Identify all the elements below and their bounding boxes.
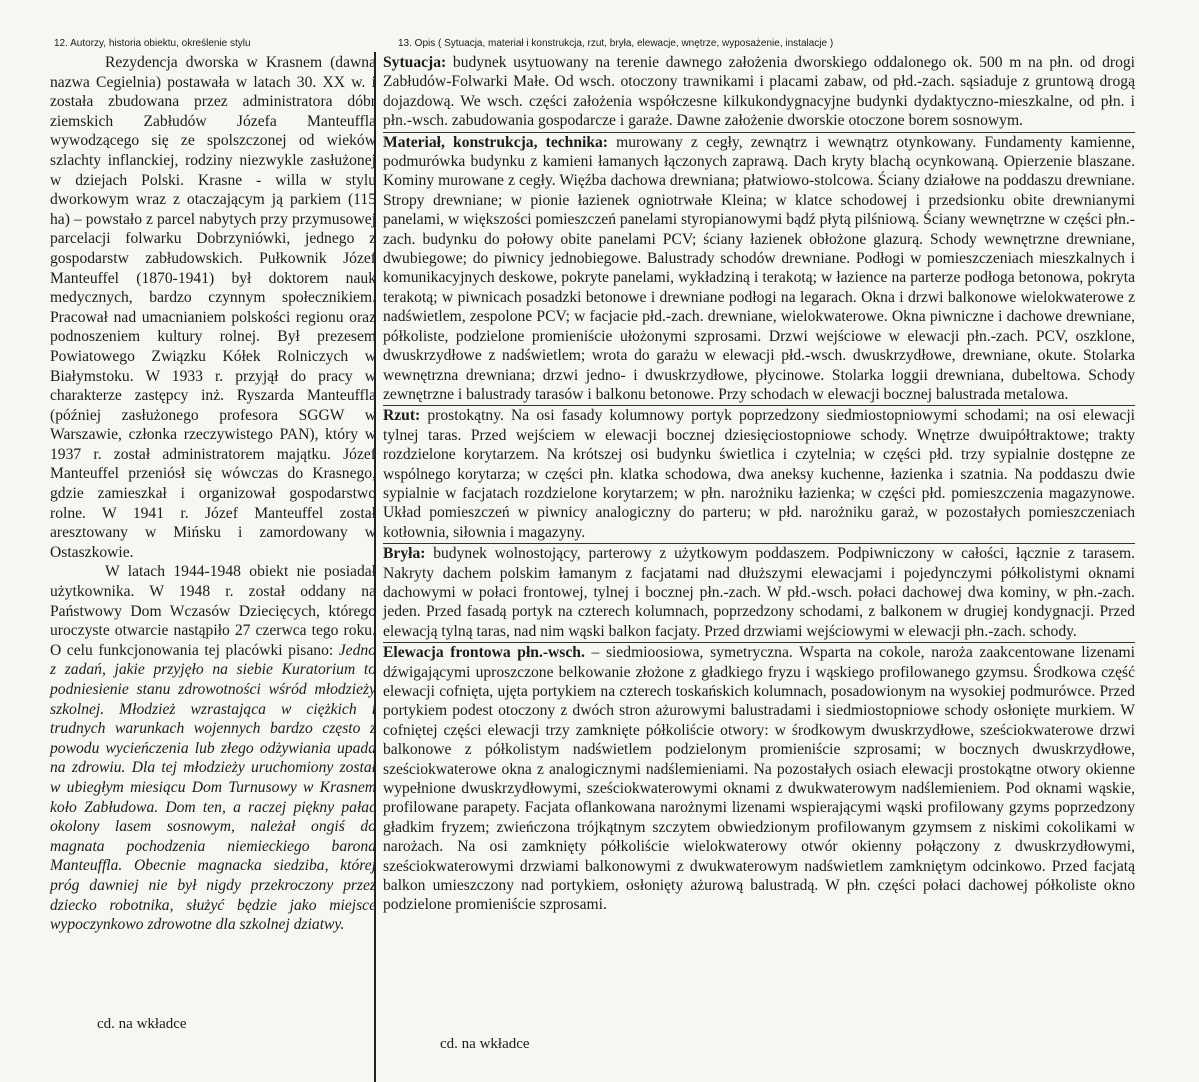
history-column <box>50 38 376 935</box>
description-column <box>383 38 1135 916</box>
section-elewacja-frontowa <box>383 643 1135 916</box>
section-label: Elewacja frontowa płn.-wsch. <box>383 644 585 662</box>
section-label: Bryła: <box>383 545 426 563</box>
section-text: budynek usytuowany na terenie dawnego założenia dworskiego oddalonego ok. 500 m na płn. od drogi Zabłudów-Folwarki Małe. Od wsch. otoczony trawnikami i placami zabaw, od płd.-zach. sąsiaduje z gruntową drogą dojazdową. We wsch. części założenia współczesne kilkukondygnacyjne budynki dydaktyczno-mieszkalne, od płn. i płn.-wsch. zabudowania gospodarcze i garaże. Dawne założenie dworskie otoczone borem sosnowym. <box>383 54 1135 130</box>
section-sytuacja <box>383 53 1135 133</box>
section-text: prostokątny. Na osi fasady kolumnowy portyk poprzedzony siedmiostopniowymi schodami; na osi elewacji tylnej taras. Przed wejściem w elewacji bocznej dziesięciostopniowe schody. Wnętrze dwuipółtraktowe; trakty rozdzielone korytarzem. Na krótszej osi budynku świetlica i czytelnia; w części płd. trzy sypialnie dostępne ze wspólnego korytarza; w części płn. klatka schodowa, dwa aneksy kuchenne, łazienka i szatnia. Na poddaszu dwie sypialnie w facjatach rozdzielone korytarzem; w płn. narożniku łazienka; w części płd. pomieszczenia magazynowe. Układ pomieszczeń w piwnicy analogiczny do parteru; w płd. narożniku garaż, w pozostałych pomieszczeniach kotłownia, siłownia i magazyny. <box>383 407 1135 541</box>
section-material <box>383 133 1135 407</box>
section-text: budynek wolnostojący, parterowy z użytkowym poddaszem. Podpiwniczony w całości, łącznie z tarasem. Nakryty dachem polskim łamanym z facjatami nad dłuższymi elewacjami i pojedynczymi półkolistymi oknami dachowymi w połaci frontowej, tylnej i bocznej płn.-zach. W płd.-wsch. połaci dachowej dwa kominy, w płn.-zach. jeden. Przed fasadą portyk na czterech kolumnach, poprzedzony schodami, z balkonem w drugiej kondygnacji. Przed elewacją tylną taras, nad nim wąski balkon facjaty. Przed drzwiami wejściowymi w elewacji płn.-zach. schody. <box>383 545 1135 640</box>
section-bryla <box>383 544 1135 643</box>
continued-note-left: cd. na wkładce <box>97 1016 187 1032</box>
section-rzut <box>383 406 1135 544</box>
section-label: Rzut: <box>383 407 421 425</box>
history-paragraph: Rezydencja dworska w Krasnem (dawna nazwa Cegielnia) postawała w latach 30. XX w. i została zbudowana przez administratora dóbr ziemskich Zabłudów Józefa Manteuffla wywodzącego się ze spolszczonej od wieków szlachty inflanckiej, rodziny niezwykle zasłużonej w dziejach Polski. Krasne - willa w stylu dworkowym wraz z otaczającym ją parkiem (115 ha) – powstało z parcel nabytych przy przymusowej parcelacji folwarku Dobrzyniówki, jednego z gospodarstw zabłudowskich. Pułkownik Józef Manteuffel (1870-1941) był doktorem nauk medycznych, bardzo czynnym społecznikiem. Pracował nad umacnianiem polskości regionu oraz podnoszeniem kultury rolnej. Był prezesem Powiatowego Związku Kółek Rolniczych w Białymstoku. W 1933 r. przyjął do pracy w charakterze zastępcy inż. Ryszarda Manteuffla (później zasłużonego profesora SGGW w Warszawie, członka rzeczywistego PAN), który w 1937 r. został administratorem majątku. Józef Manteuffel przeniósł się wówczas do Krasnego, gdzie zamieszkał i organizował gospodarstwo rolne. W 1941 r. Józef Manteuffel został aresztowany w Mińsku i zamordowany w Ostaszkowie. <box>50 54 376 561</box>
section-label: Sytuacja: <box>383 54 447 71</box>
history-header: 12. Autorzy, historia obiektu, określenie stylu <box>54 38 251 49</box>
history-paragraph-2 <box>50 562 376 934</box>
section-text: – siedmioosiowa, symetryczna. Wsparta na cokole, naroża zaakcentowane lizenami dźwigającymi uproszczone belkowanie złożone z gładkiego fryzu i wąskiego profilowanego gzymsu. Środkowa część elewacji cofnięta, ujęta portykiem na czterech toskańskich kolumnach, posadowionym na wysokiej podmurówce. Przed portykiem podest otoczony z dwóch stron ażurowymi balustradami i siedmiostopniowe schody osłonięte murkiem. W cofniętej części elewacji trzy zamknięte półkoliście otwory: w środkowym dwuskrzydłowe, sześciokwaterowe drzwi balkonowe z półkolistym nadświetlem podzielonym promieniście szprosami; w bocznych dwuskrzydłowe, sześciokwaterowe okna z analogicznymi nadślemieniami. Na pozostałych osiach elewacji prostokątne otwory okienne wypełnione dwuskrzydłowymi, sześciokwaterowymi oknami z dwukwaterowym nadślemieniem. Pod oknami wąskie, profilowane parapety. Facjata oflankowana narożnymi lizenami wspierającymi wąski profilowany gzyms poprzedzony gładkim fryzem; zwieńczona trójkątnym szczytem obwiedzionym profilowanym gzymsem z niskimi cokolikami w narożach. Na osi zamknięty półkoliście wielokwaterowy otwór okienny połączony z dwuskrzydłowymi, sześciokwaterowymi drzwiami balkonowymi z dwukwaterowym nadświetlem zamkniętym odcinkowo. Przed facjatą balkon umieszczony nad portykiem, osłonięty ażurową balustradą. W płn. części połaci dachowej półkoliste okno podzielone promieniście szprosami. <box>383 644 1135 914</box>
history-paragraph-2-text: W latach 1944-1948 obiekt nie posiadał użytkownika. W 1948 r. został oddany na Państwowy Dom Wczasów Dziecięcych, którego uroczyste otwarcie nastąpiło 27 czerwca tego roku. O celu funkcjonowania tej placówki pisano: <box>50 563 376 659</box>
continued-note-right: cd. na wkładce <box>440 1036 530 1052</box>
history-quote: Jedno z zadań, jakie przyjęło na siebie Kuratorium to podniesienie stanu zdrowotności wśród młodzieży szkolnej. Młodzież wzrastająca w ciężkich i trudnych warunkach wojennych bardzo często z powodu wycieńczenia lub złego odżywiania upada na zdrowiu. Dla tej młodzieży uruchomiony został w ubiegłym miesiącu Dom Turnusowy w Krasnem koło Zabłudowa. Dom ten, a raczej piękny pałac okolony lasem sosnowym, należał ongiś do magnata pochodzenia niemieckiego barona Manteuffla. Obecnie magnacka siedziba, której próg dawniej nie był nigdy przekroczony przez dziecko robotnika, służyć będzie jako miejsce wypoczynkowo zdrowotne dla szkolnej dziatwy. <box>50 641 376 934</box>
section-label: Materiał, konstrukcja, technika: <box>383 133 608 151</box>
section-text: murowany z cegły, zewnątrz i wewnątrz otynkowany. Fundamenty kamienne, podmurówka budynku z kamieni łamanych łączonych zaprawą. Dach kryty blachą ocynkowaną. Opierzenie blaszane. Kominy murowane z cegły. Więźba dachowa drewniana; płatwiowo-stolcowa. Ściany działowe na poddaszu drewniane. Stropy drewniane; w pionie łazienek ogniotrwałe Kleina; w klatce schodowej i przedsionku obite drewnianymi panelami, w większości pomieszczeń panelami styropianowymi bądź płytą pilśniową. Ściany wewnętrzne w części płn.-zach. budynku do połowy obite panelami PCV; ściany łazienek obłożone glazurą. Schody wewnętrzne drewniane, dwubiegowe; do piwnicy jednobiegowe. Balustrady schodów drewniane. Podłogi w pomieszczeniach mieszkalnych i komunikacyjnych deskowe, pokryte panelami, wykładziną i terakotą; w łazience na parterze podłoga betonowa, pokryta terakotą; w piwnicach posadzki betonowe i drewniane podłogi na legarach. Okna i drzwi balkonowe wielokwaterowe z nadświetlem, zespolone PCV; w facjacie płd.-zach. drewniane, wielokwaterowe. Okna piwniczne i dachowe drewniane, półkoliste, podzielone promieniście ułożonymi szprosami. Drzwi wejściowe w elewacji płn.-zach. PCV, oszklone, dwuskrzydłowe z nadświetlem; wrota do garażu w elewacji płd.-wsch. dwuskrzydłowe, drewniane, okute. Stolarka wewnętrzna drewniana; drzwi jedno- i dwuskrzydłowe, płycinowe. Stolarka loggii drewniana, dubeltowa. Schody zewnętrzne i balustrady tarasów i balkonu betonowe. Przy schodach w elewacji bocznej balustrada metalowa. <box>383 133 1135 403</box>
description-header: 13. Opis ( Sytuacja, materiał i konstrukcja, rzut, bryła, elewacje, wnętrze, wyposażenie, instalacje ) <box>398 38 834 49</box>
